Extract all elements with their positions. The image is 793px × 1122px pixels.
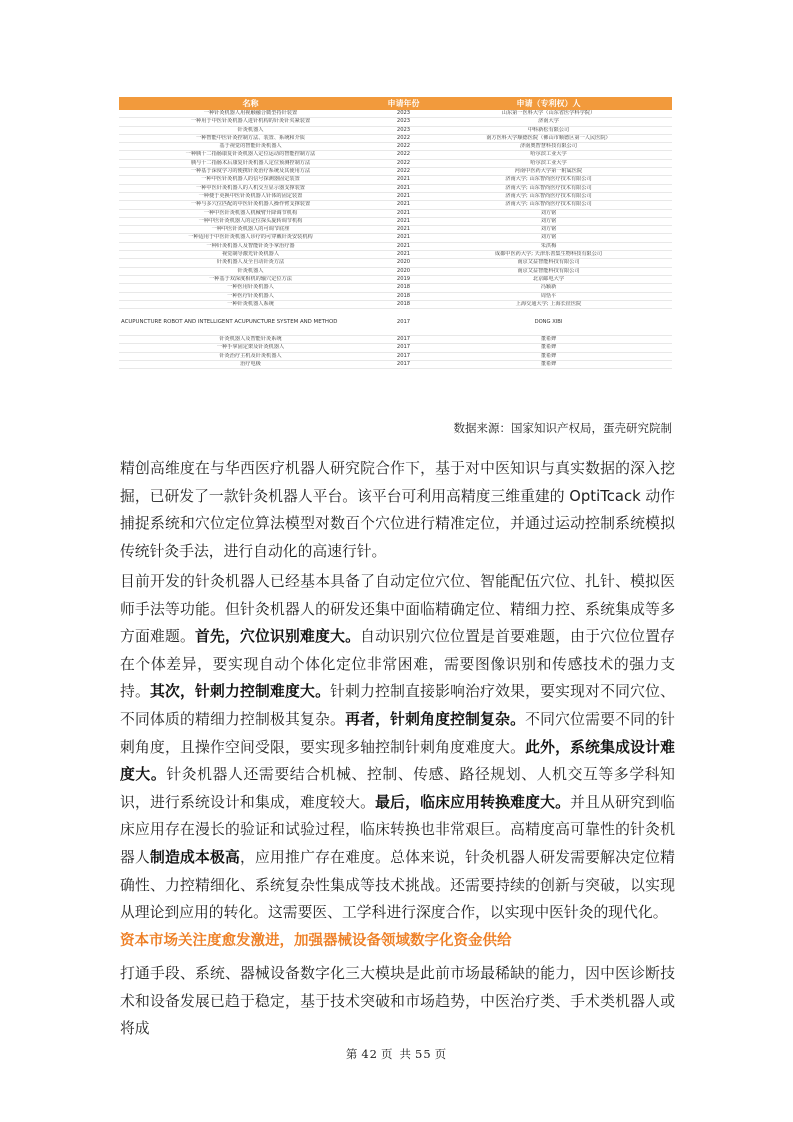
patent-table xyxy=(119,97,672,369)
cell-name: 针灸治疗主机及针灸机器人 xyxy=(119,352,382,360)
table-row xyxy=(119,168,672,176)
cell-name: 一种中医针灸机器人机械臂升降调节机构 xyxy=(119,209,382,217)
cell-name: 针灸机器人及智能针灸系统 xyxy=(119,336,382,344)
cell-year: 2017 xyxy=(382,309,425,336)
cell-applicant: 周恬平 xyxy=(425,292,672,300)
cell-name: 一种中医针灸机器人的可调节底座 xyxy=(119,226,382,234)
cell-applicant: 南方医科大学顺德医院（佛山市顺德区第一人民医院） xyxy=(425,134,672,142)
cell-year: 2021 xyxy=(382,201,425,209)
table-row xyxy=(119,267,672,275)
cell-year: 2021 xyxy=(382,192,425,200)
table-row xyxy=(119,284,672,292)
table-row xyxy=(119,336,672,344)
paragraph-challenges xyxy=(120,568,675,927)
cell-year: 2021 xyxy=(382,242,425,250)
cell-year: 2017 xyxy=(382,352,425,360)
cell-applicant: 成都中医药大学; 天津乐善集生物科技有限公司 xyxy=(425,251,672,259)
table-row xyxy=(119,234,672,242)
cell-applicant: 济南奥智慧科技有限公司 xyxy=(425,143,672,151)
cell-year: 2021 xyxy=(382,217,425,225)
cell-name: 针灸机器人 xyxy=(119,126,382,134)
cell-applicant: 朱洪梅 xyxy=(425,242,672,250)
table-row xyxy=(119,344,672,352)
cell-applicant: 济南大学; 山东智尚医疗技术有限公司 xyxy=(425,201,672,209)
cell-year: 2021 xyxy=(382,176,425,184)
footer-text: 共 xyxy=(399,1047,412,1061)
text-span: 并且从研究到临床应用存在漫长的验证和试验过程，临床转换也非常艰巨。高精度高可靠性的针灸机器人 xyxy=(120,793,675,866)
cell-name: 一种中医针灸机器人的人机交互显示器支撑装置 xyxy=(119,184,382,192)
table-row xyxy=(119,192,672,200)
table-row xyxy=(119,217,672,225)
bold-point-2: 其次，针刺力控制难度大。 xyxy=(150,683,331,701)
footer-text: 页 xyxy=(381,1047,394,1061)
header-name: 名称 xyxy=(119,97,382,110)
table-row xyxy=(119,361,672,369)
table-row xyxy=(119,292,672,300)
cell-name: 针灸机器人 xyxy=(119,267,382,275)
cell-year: 2017 xyxy=(382,336,425,344)
cell-year: 2018 xyxy=(382,300,425,308)
cell-applicant: 河南中医药大学第一附属医院 xyxy=(425,168,672,176)
cell-applicant: 冯颖新 xyxy=(425,284,672,292)
cell-name: 针灸机器人及全自动针灸方法 xyxy=(119,259,382,267)
table-row xyxy=(119,184,672,192)
cell-name: 一种手掌固定架及针灸机器人 xyxy=(119,344,382,352)
table-row xyxy=(119,309,672,336)
cell-applicant: 上海交通大学; 上海长征医院 xyxy=(425,300,672,308)
table-row xyxy=(119,242,672,250)
bold-point-6: 制造成本极高 xyxy=(150,848,241,866)
table-row xyxy=(119,110,672,118)
cell-applicant: 哈尔滨工业大学 xyxy=(425,159,672,167)
cell-year: 2022 xyxy=(382,134,425,142)
table-row xyxy=(119,201,672,209)
text-span: 针灸机器人还需要结合机械、控制、传感、路径规划、人机交互等多学科知识，进行系统设计和集成，难度较大。 xyxy=(120,766,675,811)
footer-text: 第 xyxy=(345,1047,359,1061)
cell-applicant: 南京艾益智能科技有限公司 xyxy=(425,259,672,267)
text-span: ，应用推广存在难度。总体来说，针灸机器人研发需要解决定位精确性、力控精细化、系统复杂性集成等技术挑战。还需要持续的创新与突破，以实现从理论到应用的转化。这需要医、工学科进行深度合作，以实现中医针灸的现代化。 xyxy=(120,848,675,922)
cell-applicant: 董希婢 xyxy=(425,361,672,369)
cell-name: 一种胰十二指肠康复针灸机器人定位运动的智能控制方法 xyxy=(119,151,382,159)
paragraph-market: 打通手段、系统、器械设备数字化三大模块是此前市场最稀缺的能力，因中医诊断技术和设备发展已趋于稳定，基于技术突破和市场趋势，中医治疗类、手术类机器人或将成 xyxy=(120,965,675,1038)
table-row xyxy=(119,126,672,134)
cell-applicant: 济南大学; 山东智尚医疗技术有限公司 xyxy=(425,184,672,192)
cell-name: 一种智能中医针灸控制方法、装置、系统和介质 xyxy=(119,134,382,142)
bold-point-3: 再者，针刺角度控制复杂。 xyxy=(345,710,526,728)
table-row xyxy=(119,352,672,360)
table-row xyxy=(119,159,672,167)
cell-applicant: 董希婢 xyxy=(425,352,672,360)
cell-applicant: DONG XIBI xyxy=(425,309,672,336)
text-span: 针刺力控制直接影响治疗效果，要实现对不同穴位、不同体质的精细力控制极其复杂。 xyxy=(120,683,675,728)
cell-applicant: 北京邮电大学 xyxy=(425,275,672,283)
cell-name: 一种针灸机器人用视触融合微型持针装置 xyxy=(119,110,382,118)
cell-year: 2020 xyxy=(382,267,425,275)
cell-applicant: 董希婢 xyxy=(425,336,672,344)
cell-name: ACUPUNCTURE ROBOT AND INTELLIGENT ACUPUNCTURE SYSTEM AND METHOD xyxy=(119,309,382,336)
cell-name: 基于视觉的智能针灸机器人 xyxy=(119,143,382,151)
table-row xyxy=(119,151,672,159)
cell-year: 2022 xyxy=(382,151,425,159)
cell-applicant: 刘方铭 xyxy=(425,234,672,242)
cell-year: 2017 xyxy=(382,344,425,352)
cell-year: 2022 xyxy=(382,143,425,151)
table-row xyxy=(119,209,672,217)
table-row xyxy=(119,226,672,234)
cell-name: 一种用于中医针灸机器人进针机构的针灸针夹紧装置 xyxy=(119,118,382,126)
header-year: 申请年份 xyxy=(382,97,425,110)
bold-point-4: 此外，系统集成设计难度大。 xyxy=(120,738,675,784)
cell-applicant: 济南大学 xyxy=(425,118,672,126)
table-row xyxy=(119,251,672,259)
cell-applicant: 济南大学; 山东智尚医疗技术有限公司 xyxy=(425,192,672,200)
cell-year: 2019 xyxy=(382,275,425,283)
table-row xyxy=(119,143,672,151)
table-row xyxy=(119,118,672,126)
cell-name: 一种中医针灸机器人的定位探头旋转调节机构 xyxy=(119,217,382,225)
text-span: 不同穴位需要不同的针刺角度，且操作空间受限，要实现多轴控制针刺角度难度大。 xyxy=(120,710,675,756)
cell-applicant: 南京艾益智能科技有限公司 xyxy=(425,267,672,275)
cell-name: 胰与十二指肠术后康复针灸机器人定位预测控制方法 xyxy=(119,159,382,167)
cell-name: 一种中医针灸机器人的信号探测器固定装置 xyxy=(119,176,382,184)
table-row xyxy=(119,176,672,184)
cell-name: 一种与多穴位匹配的中医针灸机器人操作臂支撑装置 xyxy=(119,201,382,209)
cell-applicant: 刘方铭 xyxy=(425,209,672,217)
cell-year: 2021 xyxy=(382,226,425,234)
cell-name: 一种医疗针灸机器人 xyxy=(119,292,382,300)
cell-name: 一种针灸机器人及智能针灸手掌治疗器 xyxy=(119,242,382,250)
cell-year: 2018 xyxy=(382,284,425,292)
bold-point-1: 首先，穴位识别难度大。 xyxy=(195,628,361,646)
cell-applicant: 哈尔滨工业大学 xyxy=(425,151,672,159)
cell-year: 2021 xyxy=(382,209,425,217)
cell-name: 治疗电极 xyxy=(119,361,382,369)
text-span: 自动识别穴位位置是首要难题，由于穴位位置存在个体差异，要实现自动个体化定位非常困难，需要图像识别和传感技术的强力支持。 xyxy=(120,628,675,701)
page-footer xyxy=(0,1046,793,1062)
cell-year: 2020 xyxy=(382,259,425,267)
table-row xyxy=(119,134,672,142)
data-source-caption: 数据来源：国家知识产权局，蛋壳研究院制 xyxy=(453,421,672,435)
cell-applicant: 刘方铭 xyxy=(425,217,672,225)
cell-year: 2023 xyxy=(382,126,425,134)
cell-name: 一种基于双深度相机的输穴定位方法 xyxy=(119,275,382,283)
cell-name: 一种适用于中医针灸机器人诊疗的可穿戴针灸安装机构 xyxy=(119,234,382,242)
table-row xyxy=(119,300,672,308)
cell-applicant: 山东第一医科大学（山东省医学科学院） xyxy=(425,110,672,118)
cell-year: 2022 xyxy=(382,168,425,176)
cell-year: 2023 xyxy=(382,118,425,126)
footer-text: 页 xyxy=(434,1047,448,1061)
cell-name: 一种便于更换中医针灸机器人针体的固定装置 xyxy=(119,192,382,200)
table-body xyxy=(119,110,672,369)
cell-name: 视觉制导激光针灸机器人 xyxy=(119,251,382,259)
table-header-row xyxy=(119,97,672,110)
table-row xyxy=(119,259,672,267)
cell-year: 2023 xyxy=(382,110,425,118)
bold-point-5: 最后，临床应用转换难度大。 xyxy=(375,793,571,811)
header-applicant: 申请（专利权）人 xyxy=(425,97,672,110)
page-total: 55 xyxy=(415,1047,432,1061)
page-number: 42 xyxy=(361,1047,378,1061)
cell-year: 2017 xyxy=(382,361,425,369)
text-span: 目前开发的针灸机器人已经基本具备了自动定位穴位、智能配伍穴位、扎针、模拟医师手法等功能。但针灸机器人的研发还集中面临精确定位、精细力控、系统集成等多方面难题。 xyxy=(120,573,675,646)
cell-applicant: 刘方铭 xyxy=(425,226,672,234)
section-heading: 资本市场关注度愈发激进，加强器械设备领域数字化资金供给 xyxy=(120,933,512,949)
cell-year: 2021 xyxy=(382,251,425,259)
cell-name: 一种基于深度学习的便携针灸治疗系统及其使用方法 xyxy=(119,168,382,176)
cell-applicant: 济南大学; 山东智尚医疗技术有限公司 xyxy=(425,176,672,184)
paragraph-intro: 精创高维度在与华西医疗机器人研究院合作下，基于对中医知识与真实数据的深入挖掘，已研发了一款针灸机器人平台。该平台可利用高精度三维重建的 OptiTcack 动作捕捉系统和穴位定位算法模型对数百个穴位进行精准定位，并通过运动控制系统模拟传统针灸手法，进行自动化的高速行针。 xyxy=(120,460,675,560)
cell-applicant: 中科新松有限公司 xyxy=(425,126,672,134)
cell-name: 一种医用针灸机器人 xyxy=(119,284,382,292)
cell-year: 2018 xyxy=(382,292,425,300)
cell-name: 一种针灸机器人系统 xyxy=(119,300,382,308)
table-row xyxy=(119,275,672,283)
cell-year: 2022 xyxy=(382,159,425,167)
cell-applicant: 董希婢 xyxy=(425,344,672,352)
cell-year: 2021 xyxy=(382,184,425,192)
cell-year: 2021 xyxy=(382,234,425,242)
